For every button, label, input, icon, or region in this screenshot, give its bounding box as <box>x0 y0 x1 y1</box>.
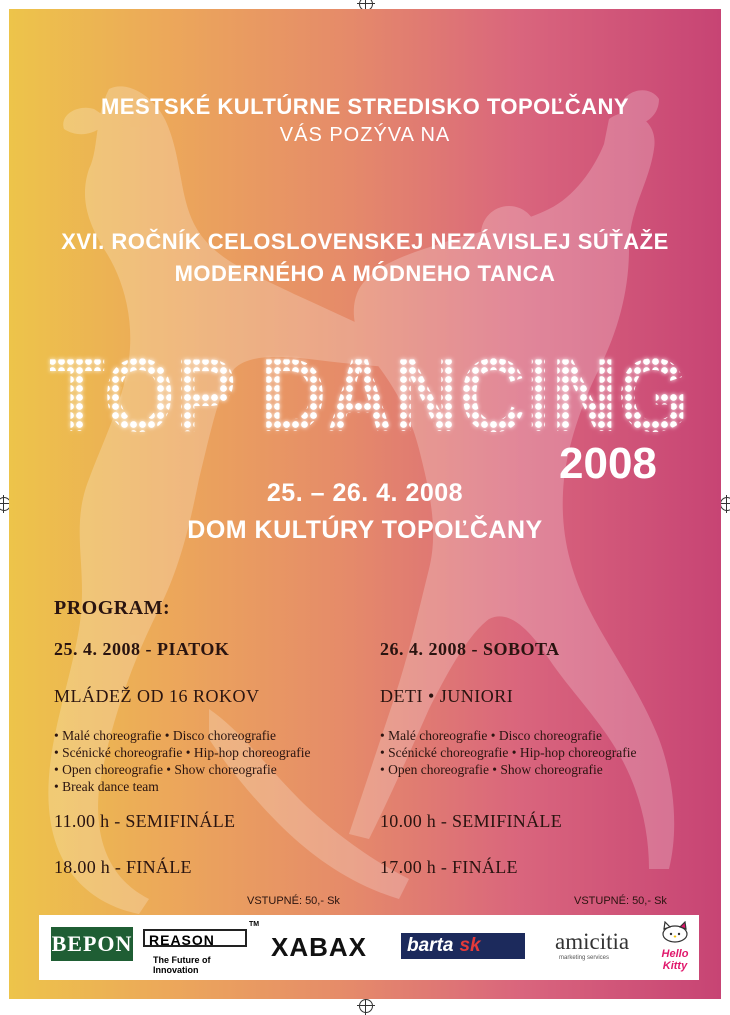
day-1-category: MLÁDEŽ OD 16 ROKOV <box>54 686 260 706</box>
list-item: • Open choreografie • Show choreografie <box>380 761 636 778</box>
day-1-entry-fee: VSTUPNÉ: 50,- Sk <box>247 895 340 907</box>
invites-line: VÁS POZÝVA NA <box>279 124 451 146</box>
event-title-text: TOP DANCING <box>49 339 689 449</box>
amicitia-wordmark: amicitia <box>555 929 630 954</box>
bepon-logo: BEPON <box>51 927 133 961</box>
event-year: 2008 <box>559 439 657 488</box>
list-item: • Malé choreografie • Disco choreografie <box>380 727 636 744</box>
hello-kitty-logo <box>655 921 695 975</box>
sponsor-bar <box>39 915 699 980</box>
event-venue: DOM KULTÚRY TOPOĽČANY <box>187 516 543 544</box>
event-dates: 25. – 26. 4. 2008 <box>266 479 464 507</box>
xabax-logo: XABAX <box>271 932 368 962</box>
day-2-final: 17.00 h - FINÁLE <box>380 857 518 877</box>
day-1-final: 18.00 h - FINÁLE <box>54 857 192 877</box>
day-2-date: 26. 4. 2008 - SOBOTA <box>380 639 560 659</box>
reason-tm: TM <box>249 921 260 928</box>
poster <box>9 9 721 999</box>
list-item: • Break dance team <box>54 778 310 795</box>
amicitia-tagline: marketing services <box>559 955 610 961</box>
competition-line-2: MODERNÉHO A MÓDNEHO TANCA <box>174 261 556 286</box>
list-item: • Malé choreografie • Disco choreografie <box>54 727 310 744</box>
registration-mark-bottom <box>359 999 373 1013</box>
day-2-items <box>380 727 636 778</box>
day-2-category: DETI • JUNIORI <box>380 686 514 706</box>
reason-logo <box>143 921 260 975</box>
hello-text: Hello <box>661 948 689 960</box>
kitty-face-icon <box>655 921 695 943</box>
kitty-text: Kitty <box>662 960 688 972</box>
barta-wordmark: barta <box>407 935 454 956</box>
reason-wordmark: REASON <box>143 929 247 947</box>
barta-suffix: sk <box>459 935 481 956</box>
barta-logo <box>401 933 525 959</box>
day-2-entry-fee: VSTUPNÉ: 50,- Sk <box>574 895 667 907</box>
day-1-items <box>54 727 310 795</box>
day-1-date: 25. 4. 2008 - PIATOK <box>54 639 230 659</box>
reason-tagline: The Future of Innovation <box>153 955 211 975</box>
amicitia-logo <box>555 929 629 961</box>
list-item: • Scénické choreografie • Hip-hop choreografie <box>380 744 636 761</box>
organizer-line: MESTSKÉ KULTÚRNE STREDISKO TOPOĽČANY <box>100 94 630 119</box>
day-2-semifinal: 10.00 h - SEMIFINÁLE <box>380 811 562 831</box>
list-item: • Open choreografie • Show choreografie <box>54 761 310 778</box>
event-title <box>39 339 699 449</box>
day-1-semifinal: 11.00 h - SEMIFINÁLE <box>54 811 236 831</box>
list-item: • Scénické choreografie • Hip-hop choreografie <box>54 744 310 761</box>
registration-mark-right <box>720 497 730 511</box>
program-heading: PROGRAM: <box>54 597 171 619</box>
competition-line-1: XVI. ROČNÍK CELOSLOVENSKEJ NEZÁVISLEJ SÚŤAŽE <box>61 229 669 254</box>
